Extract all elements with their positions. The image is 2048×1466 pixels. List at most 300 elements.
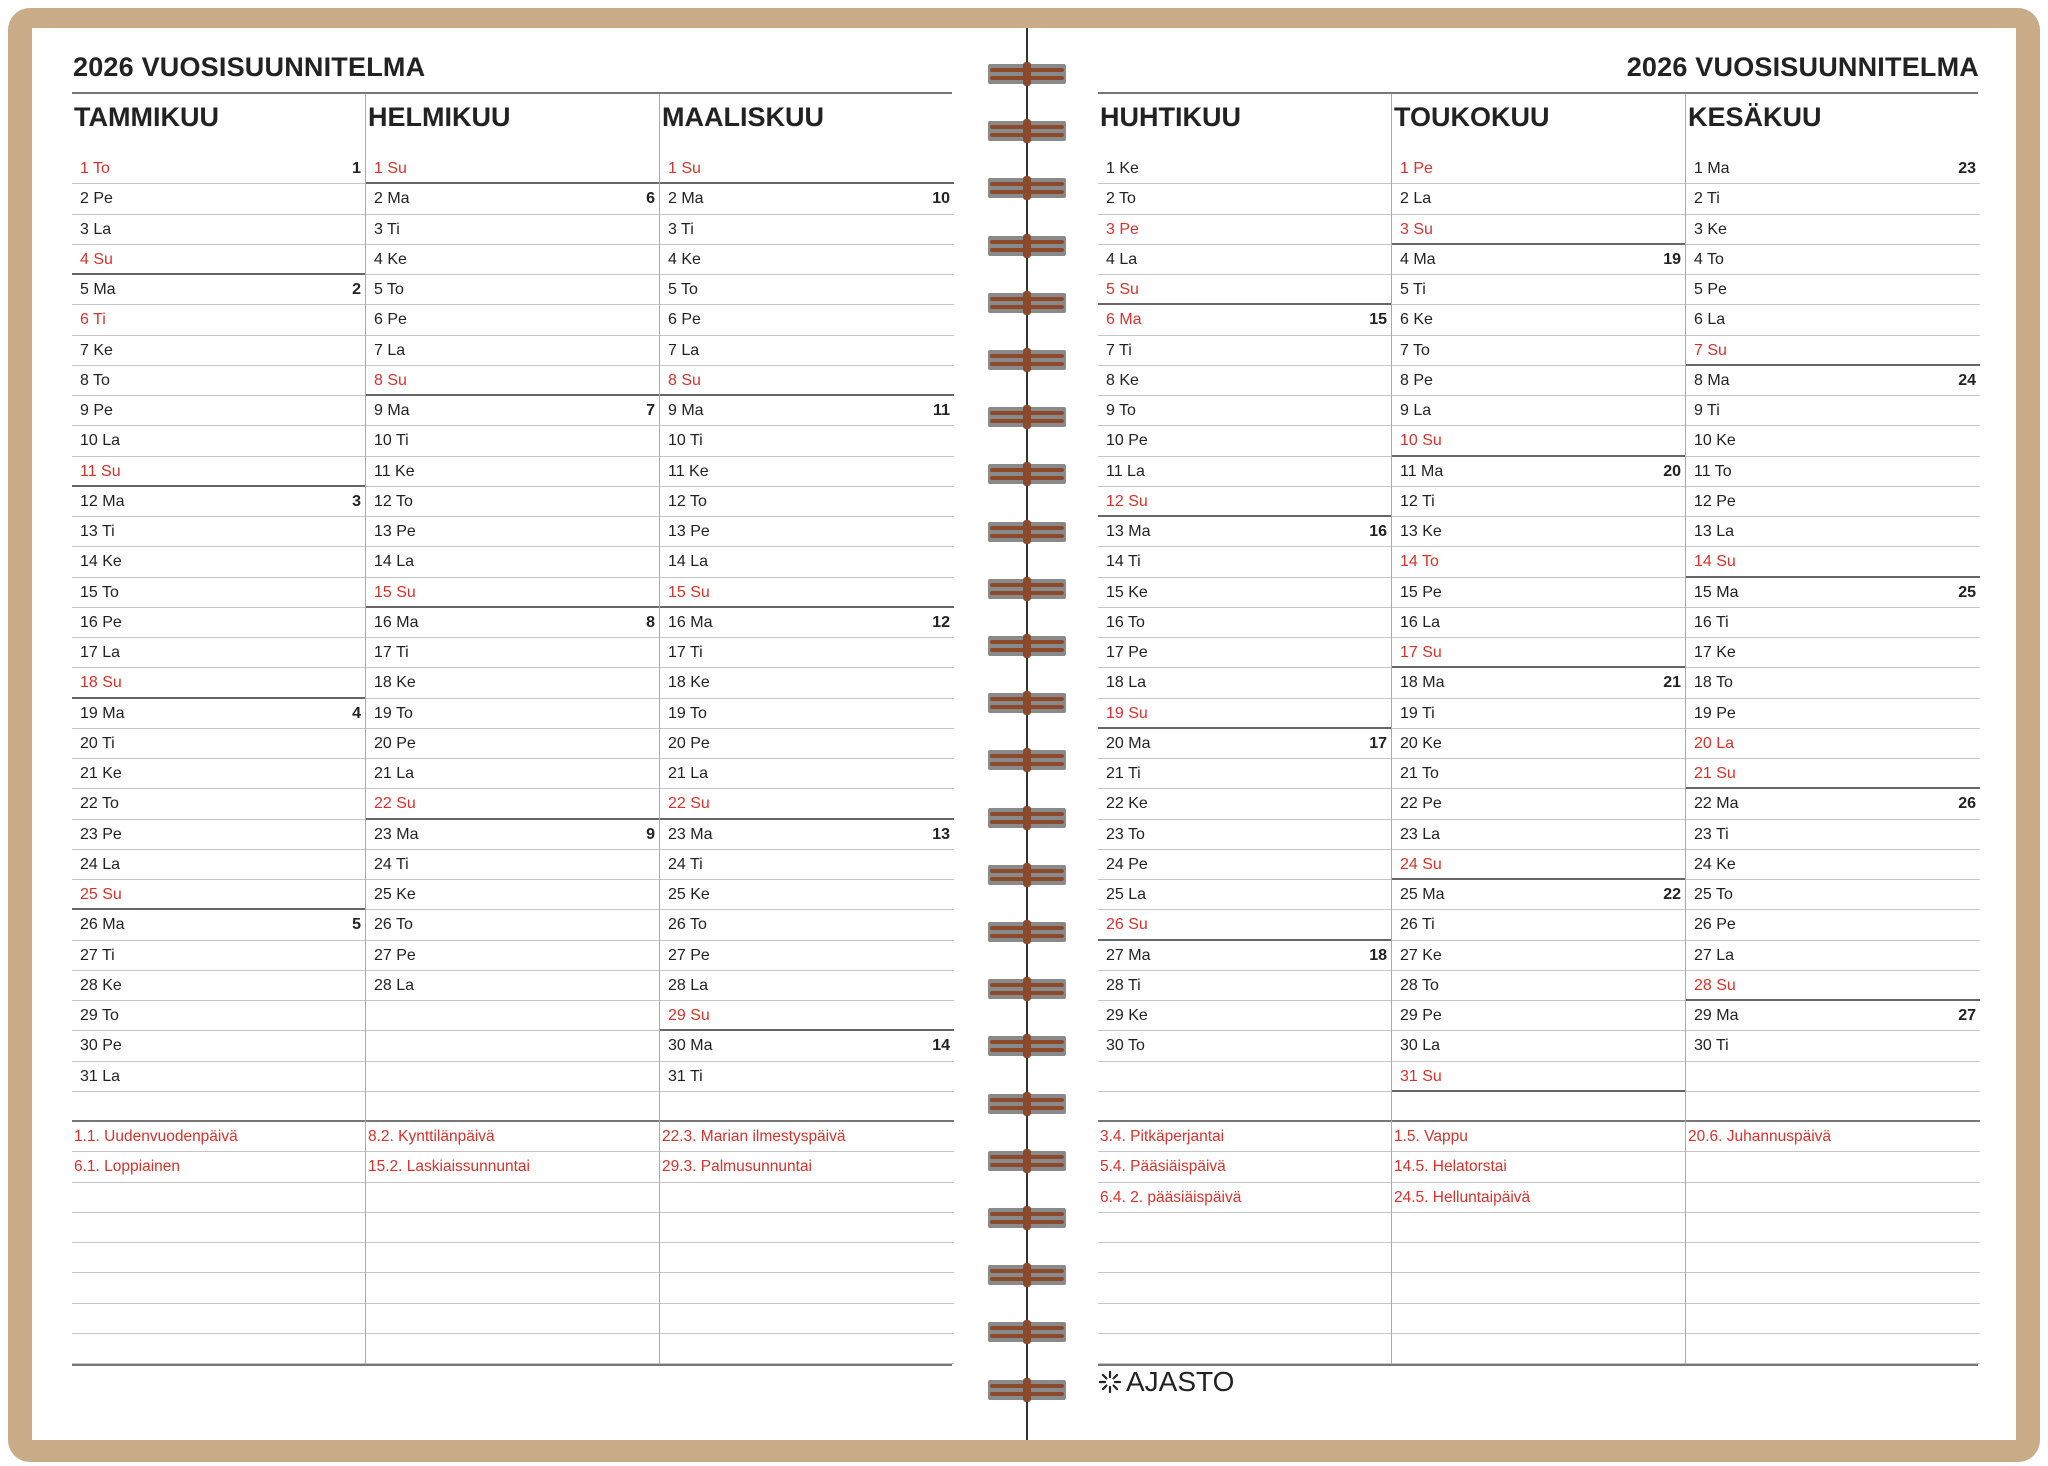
day-label: 21 La	[374, 765, 415, 782]
day-row	[1098, 699, 1391, 729]
day-label: 11 Ke	[374, 462, 415, 480]
day-label: 23 Ma	[668, 825, 713, 843]
day-row	[72, 789, 365, 819]
day-label: 6 Ma	[1106, 311, 1142, 329]
day-label: 16 Pe	[80, 613, 122, 631]
day-row	[660, 850, 954, 880]
day-row	[366, 820, 659, 850]
day-label: 28 To	[1400, 976, 1439, 994]
day-label: 2 Ma	[374, 190, 410, 208]
day-row	[1098, 1001, 1391, 1031]
day-row	[1098, 366, 1391, 396]
day-label: 27 Pe	[668, 946, 710, 964]
day-row	[1392, 729, 1685, 759]
day-row	[1392, 245, 1685, 275]
day-label: 24 Ti	[668, 855, 703, 873]
day-row	[72, 215, 365, 245]
day-row	[72, 396, 365, 426]
week-number: 11	[933, 402, 950, 419]
day-list	[1686, 154, 1980, 1092]
day-row	[1392, 850, 1685, 880]
day-label: 13 Pe	[668, 523, 710, 540]
holiday-line	[1098, 1273, 1391, 1303]
holiday-line	[366, 1273, 659, 1303]
day-row	[1098, 457, 1391, 487]
day-label: 17 Ke	[1694, 644, 1736, 661]
day-row	[72, 820, 365, 850]
day-label: 22 To	[80, 795, 119, 813]
day-label: 31 Ti	[668, 1067, 703, 1085]
day-row	[72, 426, 365, 456]
day-row	[660, 1062, 954, 1092]
day-label: 27 Ma	[1106, 946, 1151, 964]
day-row	[660, 820, 954, 850]
day-row	[660, 699, 954, 729]
day-label: 5 To	[668, 281, 698, 298]
day-row	[1392, 971, 1685, 1001]
day-list	[366, 154, 659, 1092]
day-label: 16 La	[1400, 613, 1441, 631]
day-row	[1392, 880, 1685, 910]
holiday-line: 20.6. Juhannuspäivä	[1686, 1122, 1980, 1152]
day-row	[366, 638, 659, 668]
day-label: 21 Ke	[80, 765, 122, 782]
holiday-line: 29.3. Palmusunnuntai	[660, 1152, 954, 1182]
day-row	[1686, 366, 1980, 396]
day-label: 29 Ke	[1106, 1007, 1148, 1024]
day-list	[72, 154, 365, 1092]
binding-ring	[988, 577, 1066, 599]
week-number: 4	[352, 704, 361, 722]
week-number: 2	[352, 281, 361, 298]
binding-ring	[988, 234, 1066, 256]
day-label: 26 Su	[1106, 916, 1148, 934]
holiday-line	[366, 1243, 659, 1273]
day-label: 24 Ke	[1694, 855, 1736, 873]
day-label: 5 To	[374, 281, 404, 298]
day-label: 8 To	[80, 371, 110, 389]
week-number: 16	[1369, 523, 1387, 540]
day-row	[366, 1001, 659, 1031]
day-label: 16 Ma	[374, 613, 419, 631]
week-number: 12	[932, 613, 950, 631]
day-label: 10 Ti	[374, 432, 409, 450]
binding-ring	[988, 748, 1066, 770]
holiday-line	[1686, 1213, 1980, 1243]
week-number: 3	[352, 492, 361, 510]
day-label: 20 La	[1694, 734, 1735, 752]
day-label: 30 Pe	[80, 1037, 122, 1055]
day-row	[1392, 154, 1685, 184]
day-label: 7 Ti	[1106, 341, 1132, 359]
holiday-line	[72, 1304, 365, 1334]
holiday-line	[1686, 1334, 1980, 1364]
day-row	[1098, 184, 1391, 214]
day-row	[72, 305, 365, 335]
binding-ring	[988, 62, 1066, 84]
day-label: 25 Ma	[1400, 886, 1445, 903]
day-row	[1098, 971, 1391, 1001]
day-row	[1686, 1001, 1980, 1031]
day-list	[1392, 154, 1685, 1092]
day-row	[1686, 457, 1980, 487]
day-row	[1686, 668, 1980, 698]
day-row	[1098, 880, 1391, 910]
binding-ring	[988, 806, 1066, 828]
day-row	[1392, 608, 1685, 638]
week-number: 17	[1369, 734, 1387, 752]
month-column	[366, 94, 660, 1364]
day-row	[1392, 1031, 1685, 1061]
day-row	[72, 910, 365, 940]
day-row	[72, 457, 365, 487]
day-row	[1392, 487, 1685, 517]
left-page-title: 2026 VUOSISUUNNITELMA	[73, 52, 426, 82]
day-label: 7 Ke	[80, 341, 113, 359]
month-name: HELMIKUU	[368, 102, 511, 132]
day-label: 29 Pe	[1400, 1007, 1442, 1024]
day-label: 29 Su	[668, 1007, 710, 1024]
day-row	[1392, 547, 1685, 577]
day-row	[1686, 336, 1980, 366]
day-label: 22 Su	[668, 795, 710, 813]
month-name: KESÄKUU	[1688, 102, 1822, 132]
holiday-line	[1686, 1183, 1980, 1213]
day-row	[1098, 245, 1391, 275]
day-row	[1098, 487, 1391, 517]
holiday-line	[660, 1304, 954, 1334]
day-label: 8 Su	[668, 371, 701, 389]
week-number: 5	[352, 916, 361, 934]
day-label: 14 Ti	[1106, 553, 1141, 571]
day-row	[660, 396, 954, 426]
day-row	[72, 366, 365, 396]
day-label: 19 To	[668, 704, 707, 722]
day-row	[1098, 668, 1391, 698]
day-row	[660, 184, 954, 214]
day-label: 27 Pe	[374, 946, 416, 964]
day-row	[366, 275, 659, 305]
day-row	[366, 578, 659, 608]
holiday-line: 15.2. Laskiaissunnuntai	[366, 1152, 659, 1182]
holiday-line: 1.5. Vappu	[1392, 1122, 1685, 1152]
day-row	[660, 1031, 954, 1061]
day-label: 1 Ma	[1694, 160, 1730, 177]
day-row	[1098, 850, 1391, 880]
day-row	[72, 759, 365, 789]
day-label: 16 To	[1106, 613, 1145, 631]
holiday-line	[72, 1183, 365, 1213]
day-row	[660, 941, 954, 971]
binding-ring	[988, 691, 1066, 713]
day-row	[1098, 789, 1391, 819]
day-row	[1392, 426, 1685, 456]
day-row	[1686, 638, 1980, 668]
day-label: 30 La	[1400, 1037, 1441, 1055]
day-label: 3 Ti	[668, 220, 694, 238]
day-row	[1392, 1062, 1685, 1092]
day-row	[366, 941, 659, 971]
day-label: 23 Pe	[80, 825, 122, 843]
day-label: 26 To	[668, 916, 707, 934]
day-row	[660, 1001, 954, 1031]
day-row	[366, 668, 659, 698]
week-number: 20	[1663, 462, 1681, 480]
day-label: 2 La	[1400, 190, 1432, 208]
holiday-line	[72, 1334, 365, 1364]
month-name: TAMMIKUU	[74, 102, 219, 132]
day-row	[1098, 547, 1391, 577]
day-label: 31 La	[80, 1067, 121, 1085]
day-row	[72, 729, 365, 759]
day-label: 14 La	[374, 553, 415, 571]
day-row	[72, 699, 365, 729]
day-label: 22 Ma	[1694, 795, 1739, 813]
day-label: 20 Ke	[1400, 734, 1442, 752]
right-page-title: 2026 VUOSISUUNNITELMA	[1626, 52, 1979, 82]
day-row	[366, 336, 659, 366]
day-label: 18 Ke	[668, 674, 710, 692]
day-label: 3 Ke	[1694, 220, 1727, 238]
day-row	[1392, 457, 1685, 487]
holiday-list	[1686, 1122, 1980, 1364]
day-row	[1686, 910, 1980, 940]
week-number: 23	[1958, 160, 1976, 177]
day-row	[1392, 275, 1685, 305]
day-row	[1392, 820, 1685, 850]
day-label: 7 Su	[1694, 341, 1727, 359]
day-label: 17 Ti	[668, 644, 703, 661]
ajasto-logo	[1098, 1366, 1234, 1398]
day-row	[72, 245, 365, 275]
day-label: 7 To	[1400, 341, 1430, 359]
day-row	[72, 971, 365, 1001]
day-label: 17 La	[80, 644, 121, 661]
day-row	[366, 699, 659, 729]
day-row	[72, 275, 365, 305]
day-row	[1392, 1001, 1685, 1031]
day-list	[660, 154, 954, 1092]
day-row	[1392, 759, 1685, 789]
day-label: 15 Ke	[1106, 583, 1148, 601]
day-label: 15 Su	[668, 583, 710, 601]
holiday-line	[1098, 1213, 1391, 1243]
day-row	[1098, 759, 1391, 789]
day-label: 29 To	[80, 1007, 119, 1024]
binding-ring	[988, 520, 1066, 542]
day-label: 8 Ma	[1694, 371, 1730, 389]
day-row	[1392, 699, 1685, 729]
day-row	[1686, 275, 1980, 305]
day-row	[660, 971, 954, 1001]
day-row	[72, 668, 365, 698]
day-label: 9 La	[1400, 402, 1432, 419]
holiday-line: 6.4. 2. pääsiäispäivä	[1098, 1183, 1391, 1213]
holiday-line: 14.5. Helatorstai	[1392, 1152, 1685, 1182]
day-label: 11 Su	[80, 462, 121, 480]
holiday-list	[1392, 1122, 1685, 1364]
day-row	[72, 154, 365, 184]
binding-ring	[988, 1034, 1066, 1056]
month-column	[1392, 94, 1686, 1364]
day-row	[366, 608, 659, 638]
day-row	[1686, 426, 1980, 456]
day-row	[660, 668, 954, 698]
day-row	[1098, 215, 1391, 245]
day-row	[1392, 941, 1685, 971]
day-label: 14 Su	[1694, 553, 1736, 571]
holiday-line	[660, 1213, 954, 1243]
binding-ring	[988, 405, 1066, 427]
day-label: 28 La	[374, 976, 415, 994]
day-row	[72, 1062, 365, 1092]
day-row	[366, 789, 659, 819]
holiday-line: 22.3. Marian ilmestyspäivä	[660, 1122, 954, 1152]
day-row	[1392, 215, 1685, 245]
day-row	[660, 608, 954, 638]
day-label: 4 Ke	[374, 250, 407, 268]
day-label: 13 La	[1694, 523, 1735, 540]
month-name: HUHTIKUU	[1100, 102, 1241, 132]
day-row	[72, 547, 365, 577]
day-label: 17 Pe	[1106, 644, 1148, 661]
day-row	[1392, 910, 1685, 940]
day-label: 25 Su	[80, 886, 122, 903]
day-row	[660, 910, 954, 940]
day-label: 9 Pe	[80, 402, 113, 419]
day-row	[1686, 578, 1980, 608]
day-row	[660, 547, 954, 577]
binding-ring	[988, 634, 1066, 656]
day-label: 6 Ti	[80, 311, 106, 329]
day-row	[366, 366, 659, 396]
day-row	[660, 880, 954, 910]
holiday-line	[72, 1213, 365, 1243]
day-row	[1098, 578, 1391, 608]
day-row	[366, 245, 659, 275]
day-label: 8 Pe	[1400, 371, 1433, 389]
day-row	[660, 275, 954, 305]
day-label: 6 La	[1694, 311, 1726, 329]
day-label: 23 La	[1400, 825, 1441, 843]
day-label: 21 Su	[1694, 765, 1736, 782]
day-label: 5 Ma	[80, 281, 116, 298]
day-label: 25 Ke	[668, 886, 710, 903]
day-row	[72, 608, 365, 638]
day-label: 15 To	[80, 583, 119, 601]
holiday-line	[1098, 1304, 1391, 1334]
day-label: 3 Pe	[1106, 220, 1139, 238]
holiday-list	[72, 1122, 365, 1364]
day-row	[366, 517, 659, 547]
week-number: 18	[1369, 946, 1387, 964]
day-label: 12 To	[374, 492, 413, 510]
week-number: 8	[646, 613, 655, 631]
day-row	[1686, 608, 1980, 638]
day-row	[366, 1062, 659, 1092]
day-label: 21 To	[1400, 765, 1439, 782]
holiday-line: 6.1. Loppiainen	[72, 1152, 365, 1182]
day-row	[1686, 699, 1980, 729]
day-label: 3 La	[80, 220, 112, 238]
day-label: 1 To	[80, 160, 110, 177]
day-row	[1098, 305, 1391, 335]
day-row	[1098, 396, 1391, 426]
day-row	[1686, 1062, 1980, 1092]
holiday-line	[660, 1334, 954, 1364]
day-label: 12 Ma	[80, 492, 125, 510]
day-label: 2 Ti	[1694, 190, 1720, 208]
week-number: 10	[932, 190, 950, 208]
week-number: 9	[646, 825, 655, 843]
day-label: 15 Su	[374, 583, 416, 601]
day-row	[1098, 638, 1391, 668]
day-label: 28 Ke	[80, 976, 122, 994]
day-label: 1 Ke	[1106, 160, 1139, 177]
day-row	[660, 517, 954, 547]
holiday-line	[660, 1273, 954, 1303]
binding-ring	[988, 1149, 1066, 1171]
day-label: 20 Pe	[668, 734, 710, 752]
day-row	[366, 457, 659, 487]
day-label: 18 Su	[80, 674, 122, 692]
day-row	[366, 487, 659, 517]
day-row	[72, 184, 365, 214]
day-row	[366, 759, 659, 789]
day-row	[366, 184, 659, 214]
day-row	[1686, 215, 1980, 245]
day-row	[660, 789, 954, 819]
holiday-line	[1686, 1273, 1980, 1303]
day-label: 10 La	[80, 432, 121, 450]
day-label: 26 Ma	[80, 916, 125, 934]
day-row	[366, 910, 659, 940]
day-label: 7 La	[374, 341, 406, 359]
day-row	[72, 1001, 365, 1031]
day-row	[1686, 305, 1980, 335]
day-label: 4 Ke	[668, 250, 701, 268]
holiday-list	[660, 1122, 954, 1364]
week-number: 7	[646, 402, 655, 419]
day-label: 9 To	[1106, 402, 1136, 419]
day-label: 10 Ti	[668, 432, 703, 450]
day-row	[1098, 426, 1391, 456]
day-label: 2 Pe	[80, 190, 113, 208]
day-list	[1098, 154, 1391, 1092]
day-label: 26 To	[374, 916, 413, 934]
day-row	[1686, 1031, 1980, 1061]
day-label: 8 Ke	[1106, 371, 1139, 389]
logo-text: AJASTO	[1126, 1366, 1235, 1397]
day-label: 24 Su	[1400, 855, 1442, 873]
day-row	[72, 1031, 365, 1061]
day-label: 11 To	[1694, 462, 1732, 480]
holiday-line	[366, 1213, 659, 1243]
holiday-line	[1392, 1334, 1685, 1364]
binding-ring	[988, 977, 1066, 999]
day-row	[1392, 638, 1685, 668]
day-row	[660, 729, 954, 759]
day-label: 13 Ke	[1400, 523, 1442, 540]
holiday-line: 5.4. Pääsiäispäivä	[1098, 1152, 1391, 1182]
day-row	[366, 396, 659, 426]
day-row	[1392, 517, 1685, 547]
holiday-line	[1098, 1243, 1391, 1273]
day-label: 14 To	[1400, 553, 1439, 571]
day-label: 5 Ti	[1400, 281, 1426, 298]
binding-ring	[988, 462, 1066, 484]
day-row	[1686, 880, 1980, 910]
